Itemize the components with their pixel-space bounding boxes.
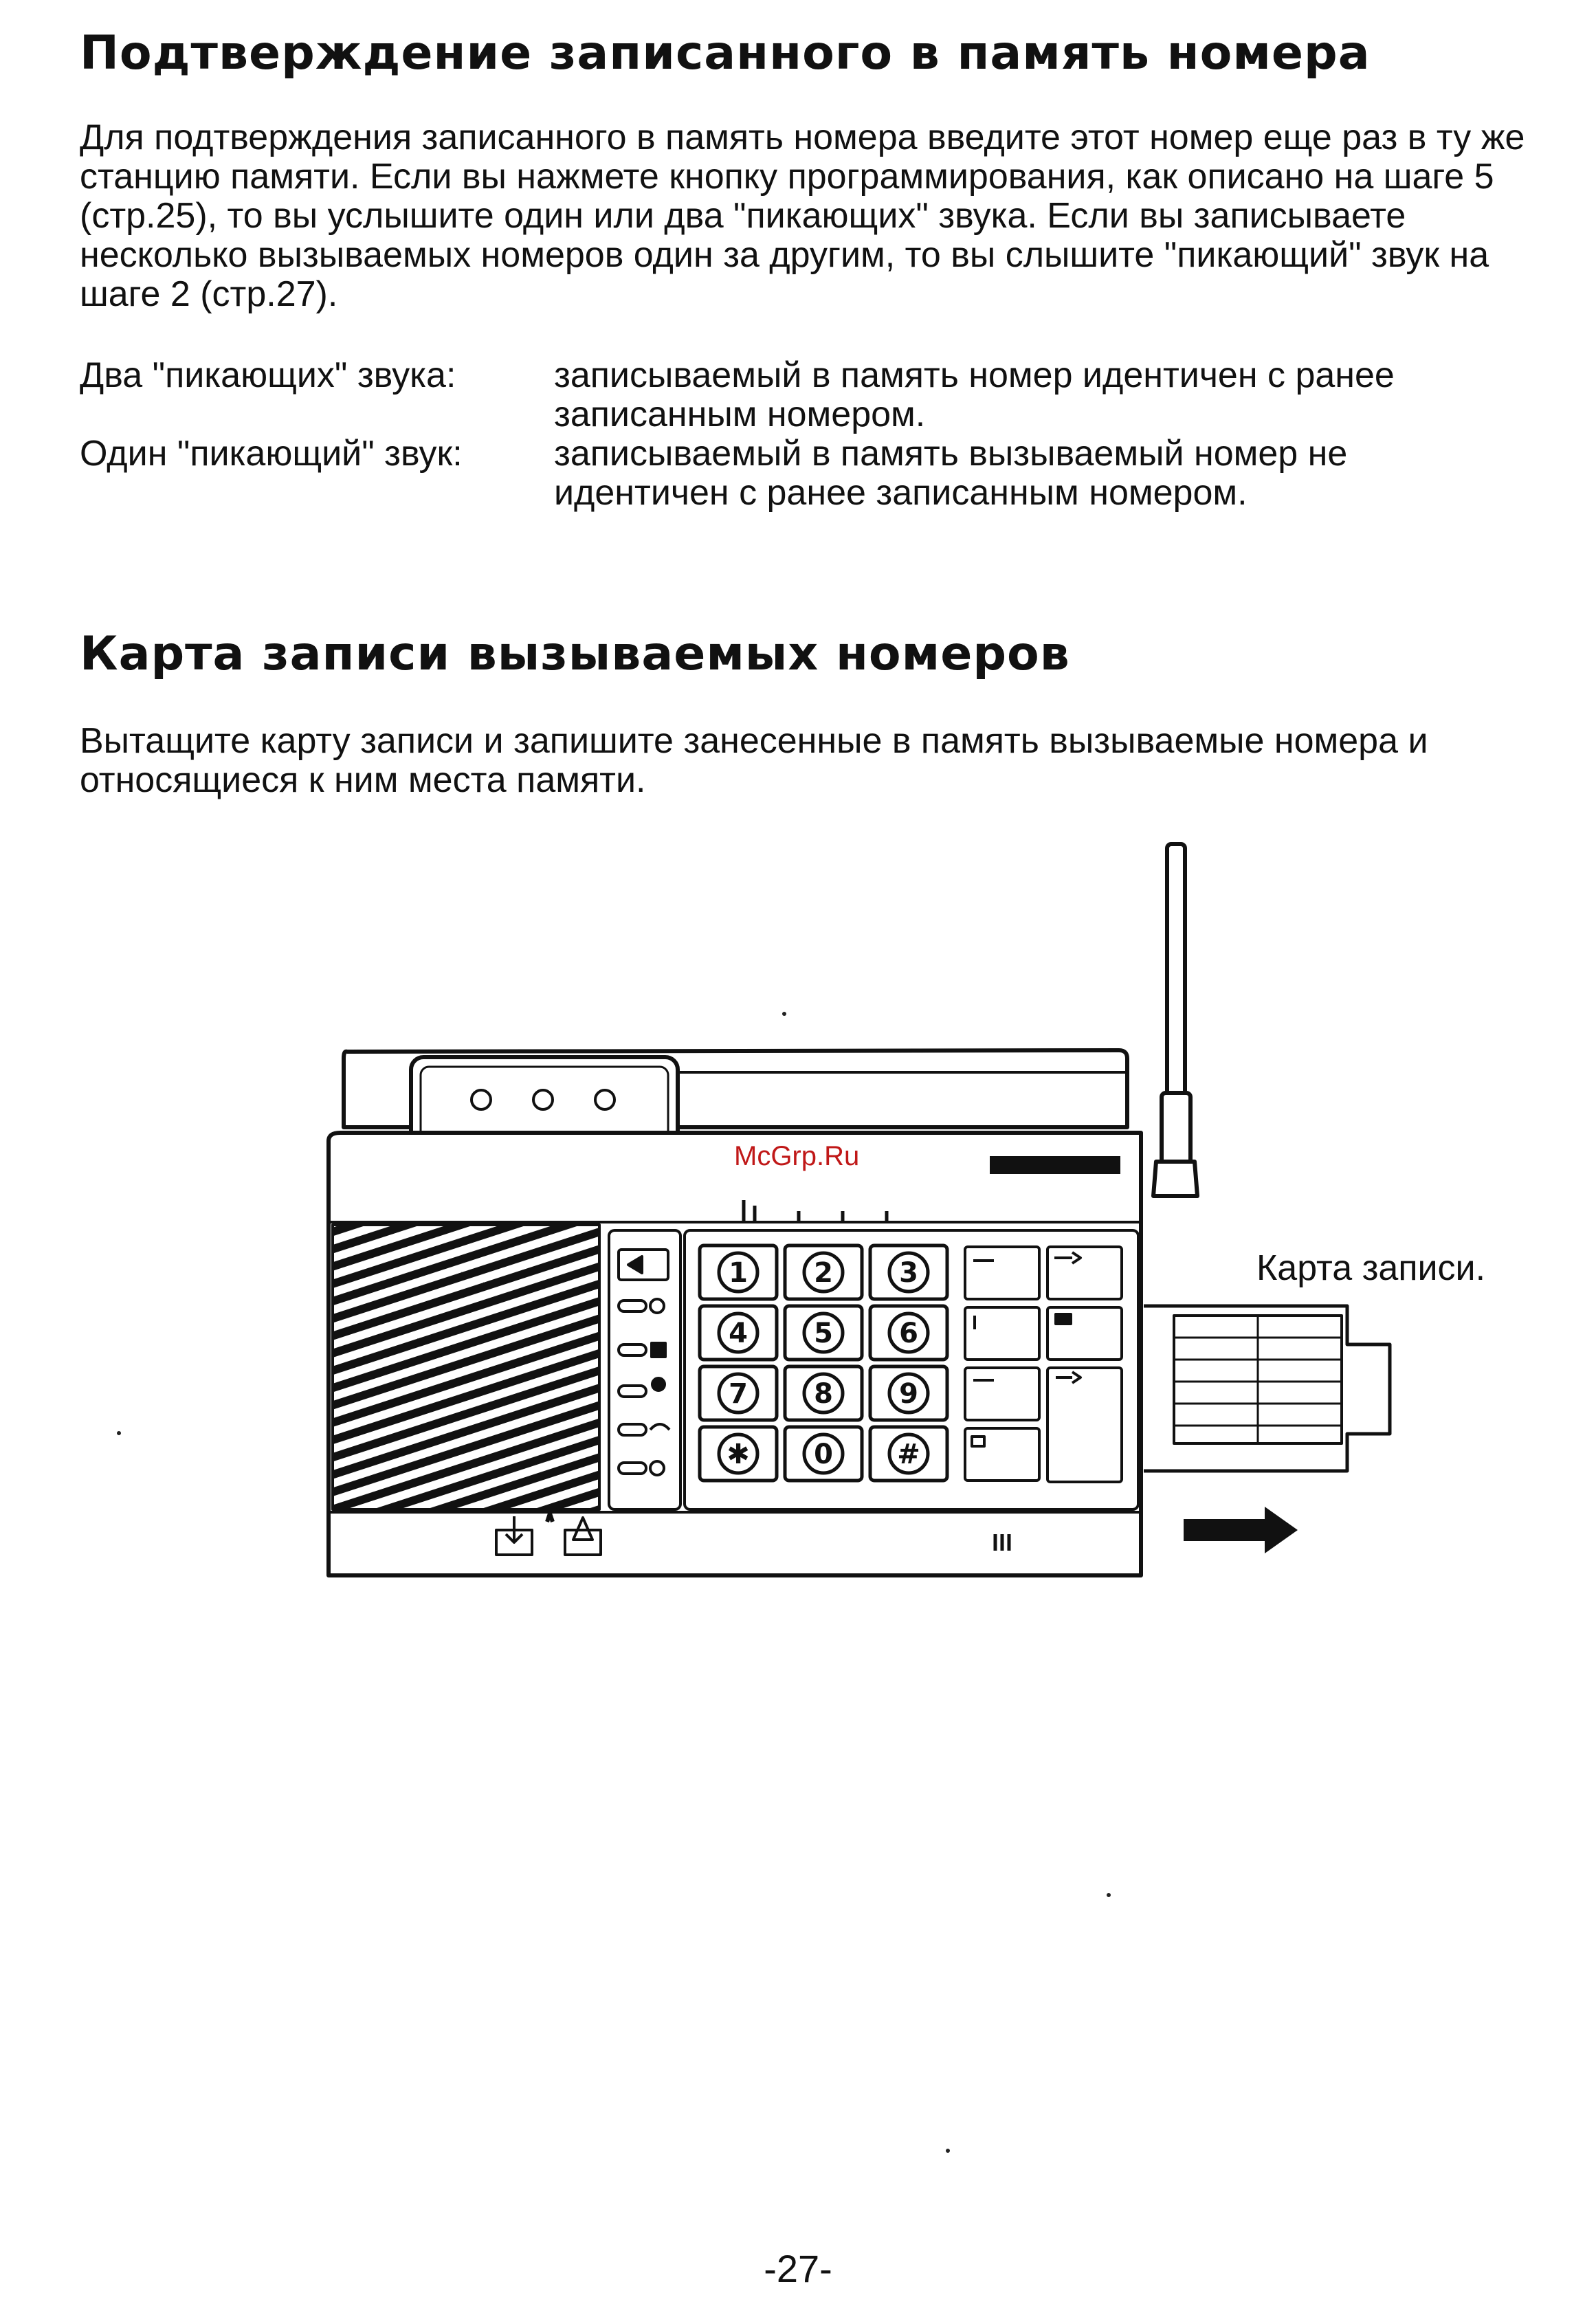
keypad-key-label: 1 — [729, 1257, 748, 1289]
arrow-right-icon — [1184, 1507, 1298, 1553]
keypad-key-label: 0 — [814, 1439, 833, 1470]
record-card — [1144, 1306, 1390, 1471]
brand-logo — [990, 1156, 1120, 1174]
keypad-key — [700, 1427, 777, 1481]
phone-base-illustration — [0, 825, 1596, 1615]
keypad-key — [700, 1306, 777, 1360]
page-number: -27- — [764, 2247, 832, 2290]
section-title-card: Карта записи вызываемых номеров — [80, 627, 1070, 681]
speck — [946, 2149, 950, 2153]
speaker-grille — [333, 1225, 599, 1509]
beep-definitions — [80, 356, 1578, 513]
definition-desc: записываемый в память номер идентичен с ранее записанным номером. — [554, 355, 1395, 434]
definition-term: Два "пикающих" звука: — [80, 355, 456, 395]
keypad-key-label: ✱ — [727, 1439, 750, 1470]
keypad-key-label: 3 — [899, 1257, 918, 1289]
keypad-key-label: 2 — [814, 1257, 833, 1289]
card-paragraph: Вытащите карту записи и запишите занесенные в память вызываемые номера и относящиеся к ним места памяти. — [80, 721, 1428, 800]
keypad-key — [785, 1366, 862, 1420]
definition-term: Один "пикающий" звук: — [80, 434, 463, 474]
keypad-key-label: 6 — [899, 1318, 918, 1349]
keypad-key-label: 8 — [814, 1378, 833, 1410]
speck — [117, 1431, 121, 1435]
keypad-key — [870, 1306, 947, 1360]
card-label: Карта записи. — [1256, 1248, 1486, 1288]
keypad-key — [700, 1245, 777, 1299]
keypad-key — [870, 1366, 947, 1420]
definition-desc: записываемый в память вызываемый номер не идентичен с ранее записанным номером. — [554, 434, 1348, 513]
keypad-key — [785, 1427, 862, 1481]
speck — [782, 1012, 786, 1016]
definition-row — [80, 434, 1578, 513]
section-title-confirm: Подтверждение записанного в память номера — [80, 26, 1371, 80]
antenna-icon — [1153, 844, 1197, 1196]
definition-row — [80, 356, 1578, 434]
keypad-key — [870, 1427, 947, 1481]
speck — [1107, 1893, 1111, 1897]
keypad-key — [700, 1366, 777, 1420]
keypad-key-label: 7 — [729, 1378, 748, 1410]
keypad-key — [785, 1245, 862, 1299]
keypad-key-label: 5 — [814, 1318, 833, 1349]
watermark-text: McGrp.Ru — [734, 1141, 860, 1171]
keypad-key-label: 9 — [899, 1378, 918, 1410]
keypad-key-label: # — [897, 1439, 920, 1470]
keypad-key — [870, 1245, 947, 1299]
keypad-key — [785, 1306, 862, 1360]
keypad-key-label: 4 — [729, 1318, 748, 1349]
confirm-paragraph: Для подтверждения записанного в память номера введите этот номер еще раз в ту же станцию памяти. Если вы нажмете кнопку программирования, как описано на шаге 5 (стр.25), то вы услышите один или два "пикающих" звука. Если вы записываете несколько вызываемых номеров один за другим, то вы слышите "пикающий" звук на шаге 2 (стр.27). — [80, 118, 1525, 314]
